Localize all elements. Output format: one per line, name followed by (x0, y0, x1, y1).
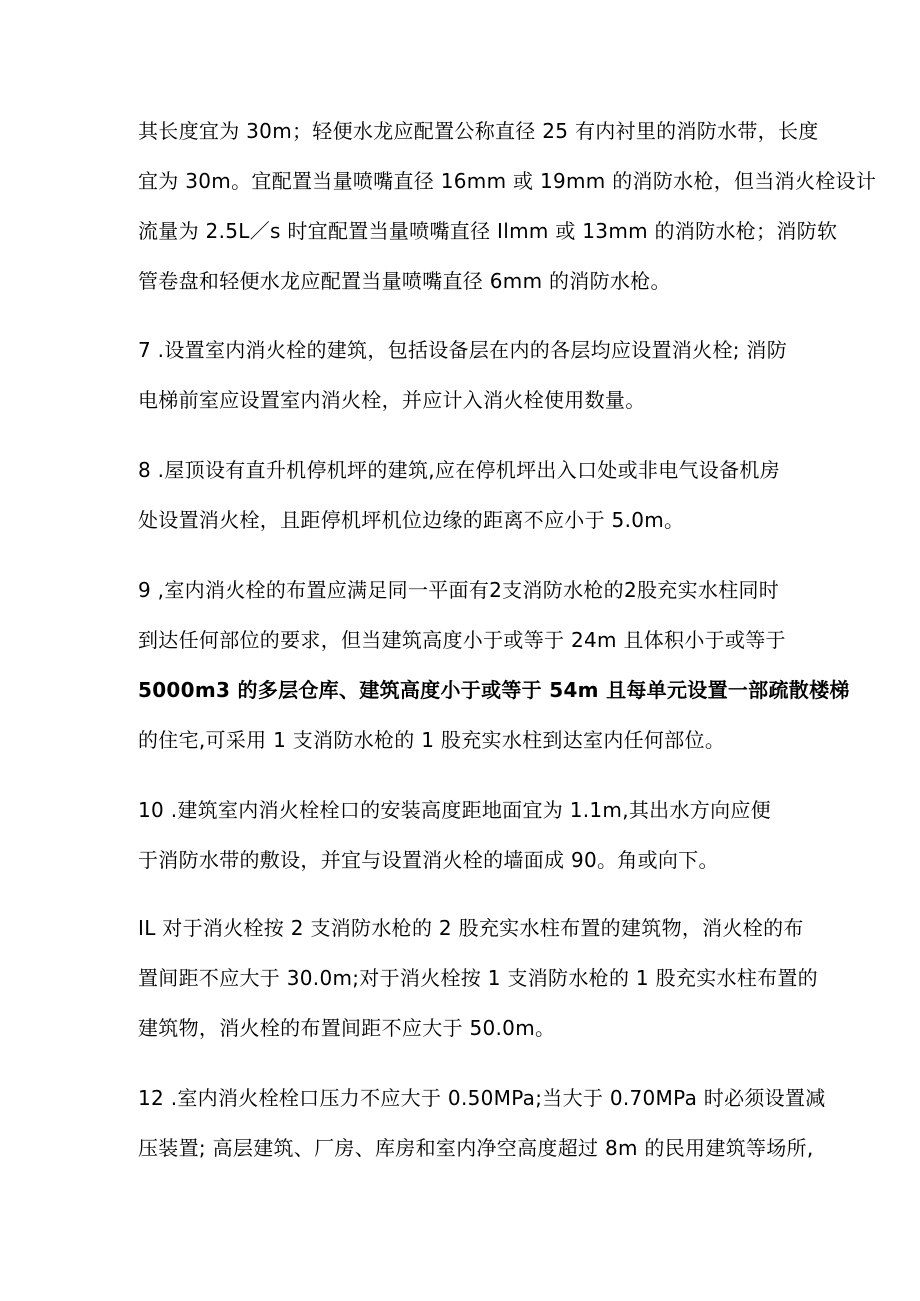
text-line: 管卷盘和轻便水龙应配置当量喷嘴直径 6mm 的消防水枪。 (138, 269, 671, 293)
text-line: 7 .设置室内消火栓的建筑，包括设备层在内的各层均应设置消火栓; 消防 (138, 338, 788, 362)
paragraph-7 (138, 325, 798, 425)
text-line: 于消防水带的敷设，并宜与设置消火栓的墙面成 90。角或向下。 (138, 848, 719, 872)
paragraph-11 (138, 903, 818, 1053)
paragraph-9 (138, 565, 850, 765)
text-line: 5000m3 的多层仓库、建筑高度小于或等于 54m 且每单元设置一部疏散楼梯 (138, 678, 850, 702)
paragraph-6-continuation (138, 106, 877, 306)
paragraph-10 (138, 785, 798, 885)
paragraph-8 (138, 445, 798, 545)
text-line: 压装置; 高层建筑、厂房、库房和室内净空高度超过 8m 的民用建筑等场所, (138, 1136, 814, 1160)
text-line: 其长度宜为 30m；轻便水龙应配置公称直径 25 有内衬里的消防水带，长度 (138, 119, 819, 143)
text-line: 的住宅,可采用 1 支消防水枪的 1 股充实水柱到达室内任何部位。 (138, 728, 726, 752)
text-line: 到达任何部位的要求，但当建筑高度小于或等于 24m 且体积小于或等于 (138, 628, 786, 652)
text-line: 宜为 30m。宜配置当量喷嘴直径 16mm 或 19mm 的消防水枪，但当消火栓设计 (138, 169, 877, 193)
text-line: 建筑物，消火栓的布置间距不应大于 50.0m。 (138, 1016, 556, 1040)
text-line: 9 ,室内消火栓的布置应满足同一平面有2支消防水枪的2股充实水柱同时 (138, 578, 780, 602)
text-line: 电梯前室应设置室内消火栓，并应计入消火栓使用数量。 (138, 388, 646, 412)
text-line: IL 对于消火栓按 2 支消防水枪的 2 股充实水柱布置的建筑物，消火栓的布 (138, 916, 804, 940)
text-line: 置间距不应大于 30.0m;对于消火栓按 1 支消防水枪的 1 股充实水柱布置的 (138, 966, 818, 990)
text-line: 10 .建筑室内消火栓栓口的安装高度距地面宜为 1.1m,其出水方向应便 (138, 798, 771, 822)
text-line: 8 .屋顶设有直升机停机坪的建筑,应在停机坪出入口处或非电气设备机房 (138, 458, 780, 482)
text-line: 12 .室内消火栓栓口压力不应大于 0.50MPa;当大于 0.70MPa 时必须设置减 (138, 1086, 826, 1110)
text-line: 处设置消火栓，且距停机坪机位边缘的距离不应小于 5.0m。 (138, 508, 685, 532)
text-line: 流量为 2.5L／s 时宜配置当量喷嘴直径 Ilmm 或 13mm 的消防水枪；消防软 (138, 219, 838, 243)
paragraph-12 (138, 1073, 826, 1173)
